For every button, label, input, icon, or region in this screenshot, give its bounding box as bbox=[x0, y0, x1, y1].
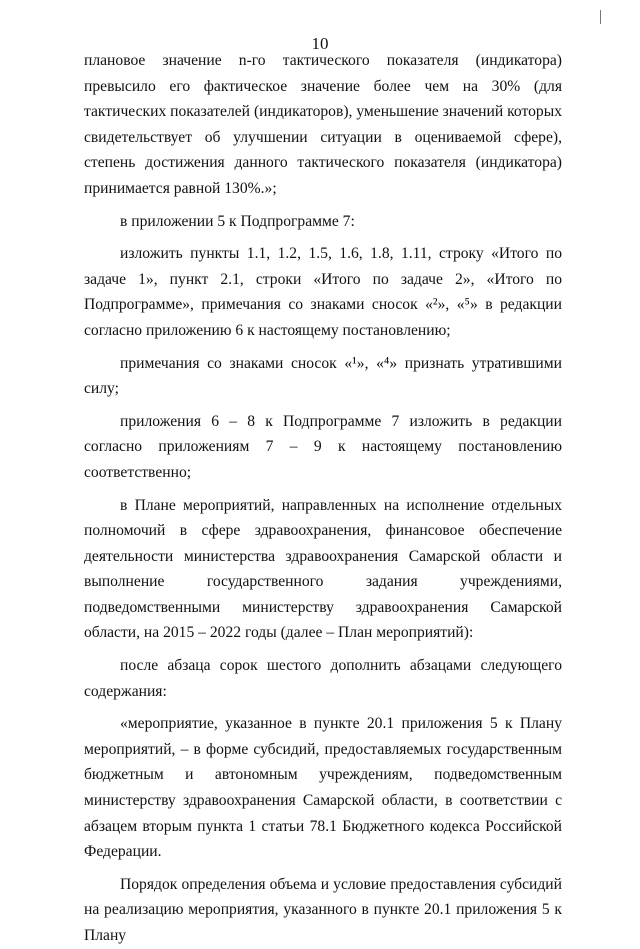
paragraph: в Плане мероприятий, направленных на исполнение отдельных полномочий в сфере здравоохранения, финансовое обеспечение деятельности министерства здравоохранения Самарской области и выполнение государственного задания учреждениями, подведомственными министерству здравоохранения Самарской области, на 2015 – 2022 годы (далее – План мероприятий): bbox=[84, 496, 562, 642]
page-number: 10 bbox=[311, 34, 329, 53]
paragraph: «мероприятие, указанное в пункте 20.1 приложения 5 к Плану мероприятий, – в форме субсидий, предоставляемых государственным бюджетным и автономным учреждениям, подведомственным министерству здравоохранения Самарской области, в соответствии с абзацем вторым пункта 1 статьи 78.1 Бюджетного кодекса Российской Федерации. bbox=[84, 715, 562, 861]
paragraph: примечания со знаками сносок «¹», «⁴» признать утратившими силу; bbox=[84, 354, 562, 398]
paragraph: после абзаца сорок шестого дополнить абзацами следующего содержания: bbox=[84, 657, 562, 700]
paragraph-text: Подпрограмме», примечания со знаками сносок «²», «⁵» в редакции согласно приложению 6 к настоящему постановлению; bbox=[84, 296, 562, 339]
document-body bbox=[84, 48, 562, 949]
paragraph-items bbox=[84, 241, 562, 343]
paragraph: приложения 6 – 8 к Подпрограмме 7 изложить в редакции согласно приложениям 7 – 9 к настоящему постановлению соответственно; bbox=[84, 412, 562, 481]
paragraph: Порядок определения объема и условие предоставления субсидий на реализацию мероприятия, указанного в пункте 20.1 приложения 5 к Плану bbox=[84, 875, 562, 944]
paragraph: плановое значение n-го тактического показателя (индикатора) превысило его фактическое значение более чем на 30% (для тактических показателей (индикаторов), уменьшение значений которых свидетельствует об улучшении ситуации в оцениваемой сфере), степень достижения данного тактического показателя (индикатора) принимается равной 130%.»; bbox=[84, 52, 562, 197]
paragraph-text: изложить пункты 1.1, 1.2, 1.5, 1.6, 1.8, 1.11, строку «Итого по задаче 1», пункт 2.1, строки «Итого по задаче 2», «Итого по bbox=[84, 245, 562, 288]
scan-artifact bbox=[600, 10, 601, 24]
paragraph: в приложении 5 к Подпрограмме 7: bbox=[120, 212, 355, 230]
